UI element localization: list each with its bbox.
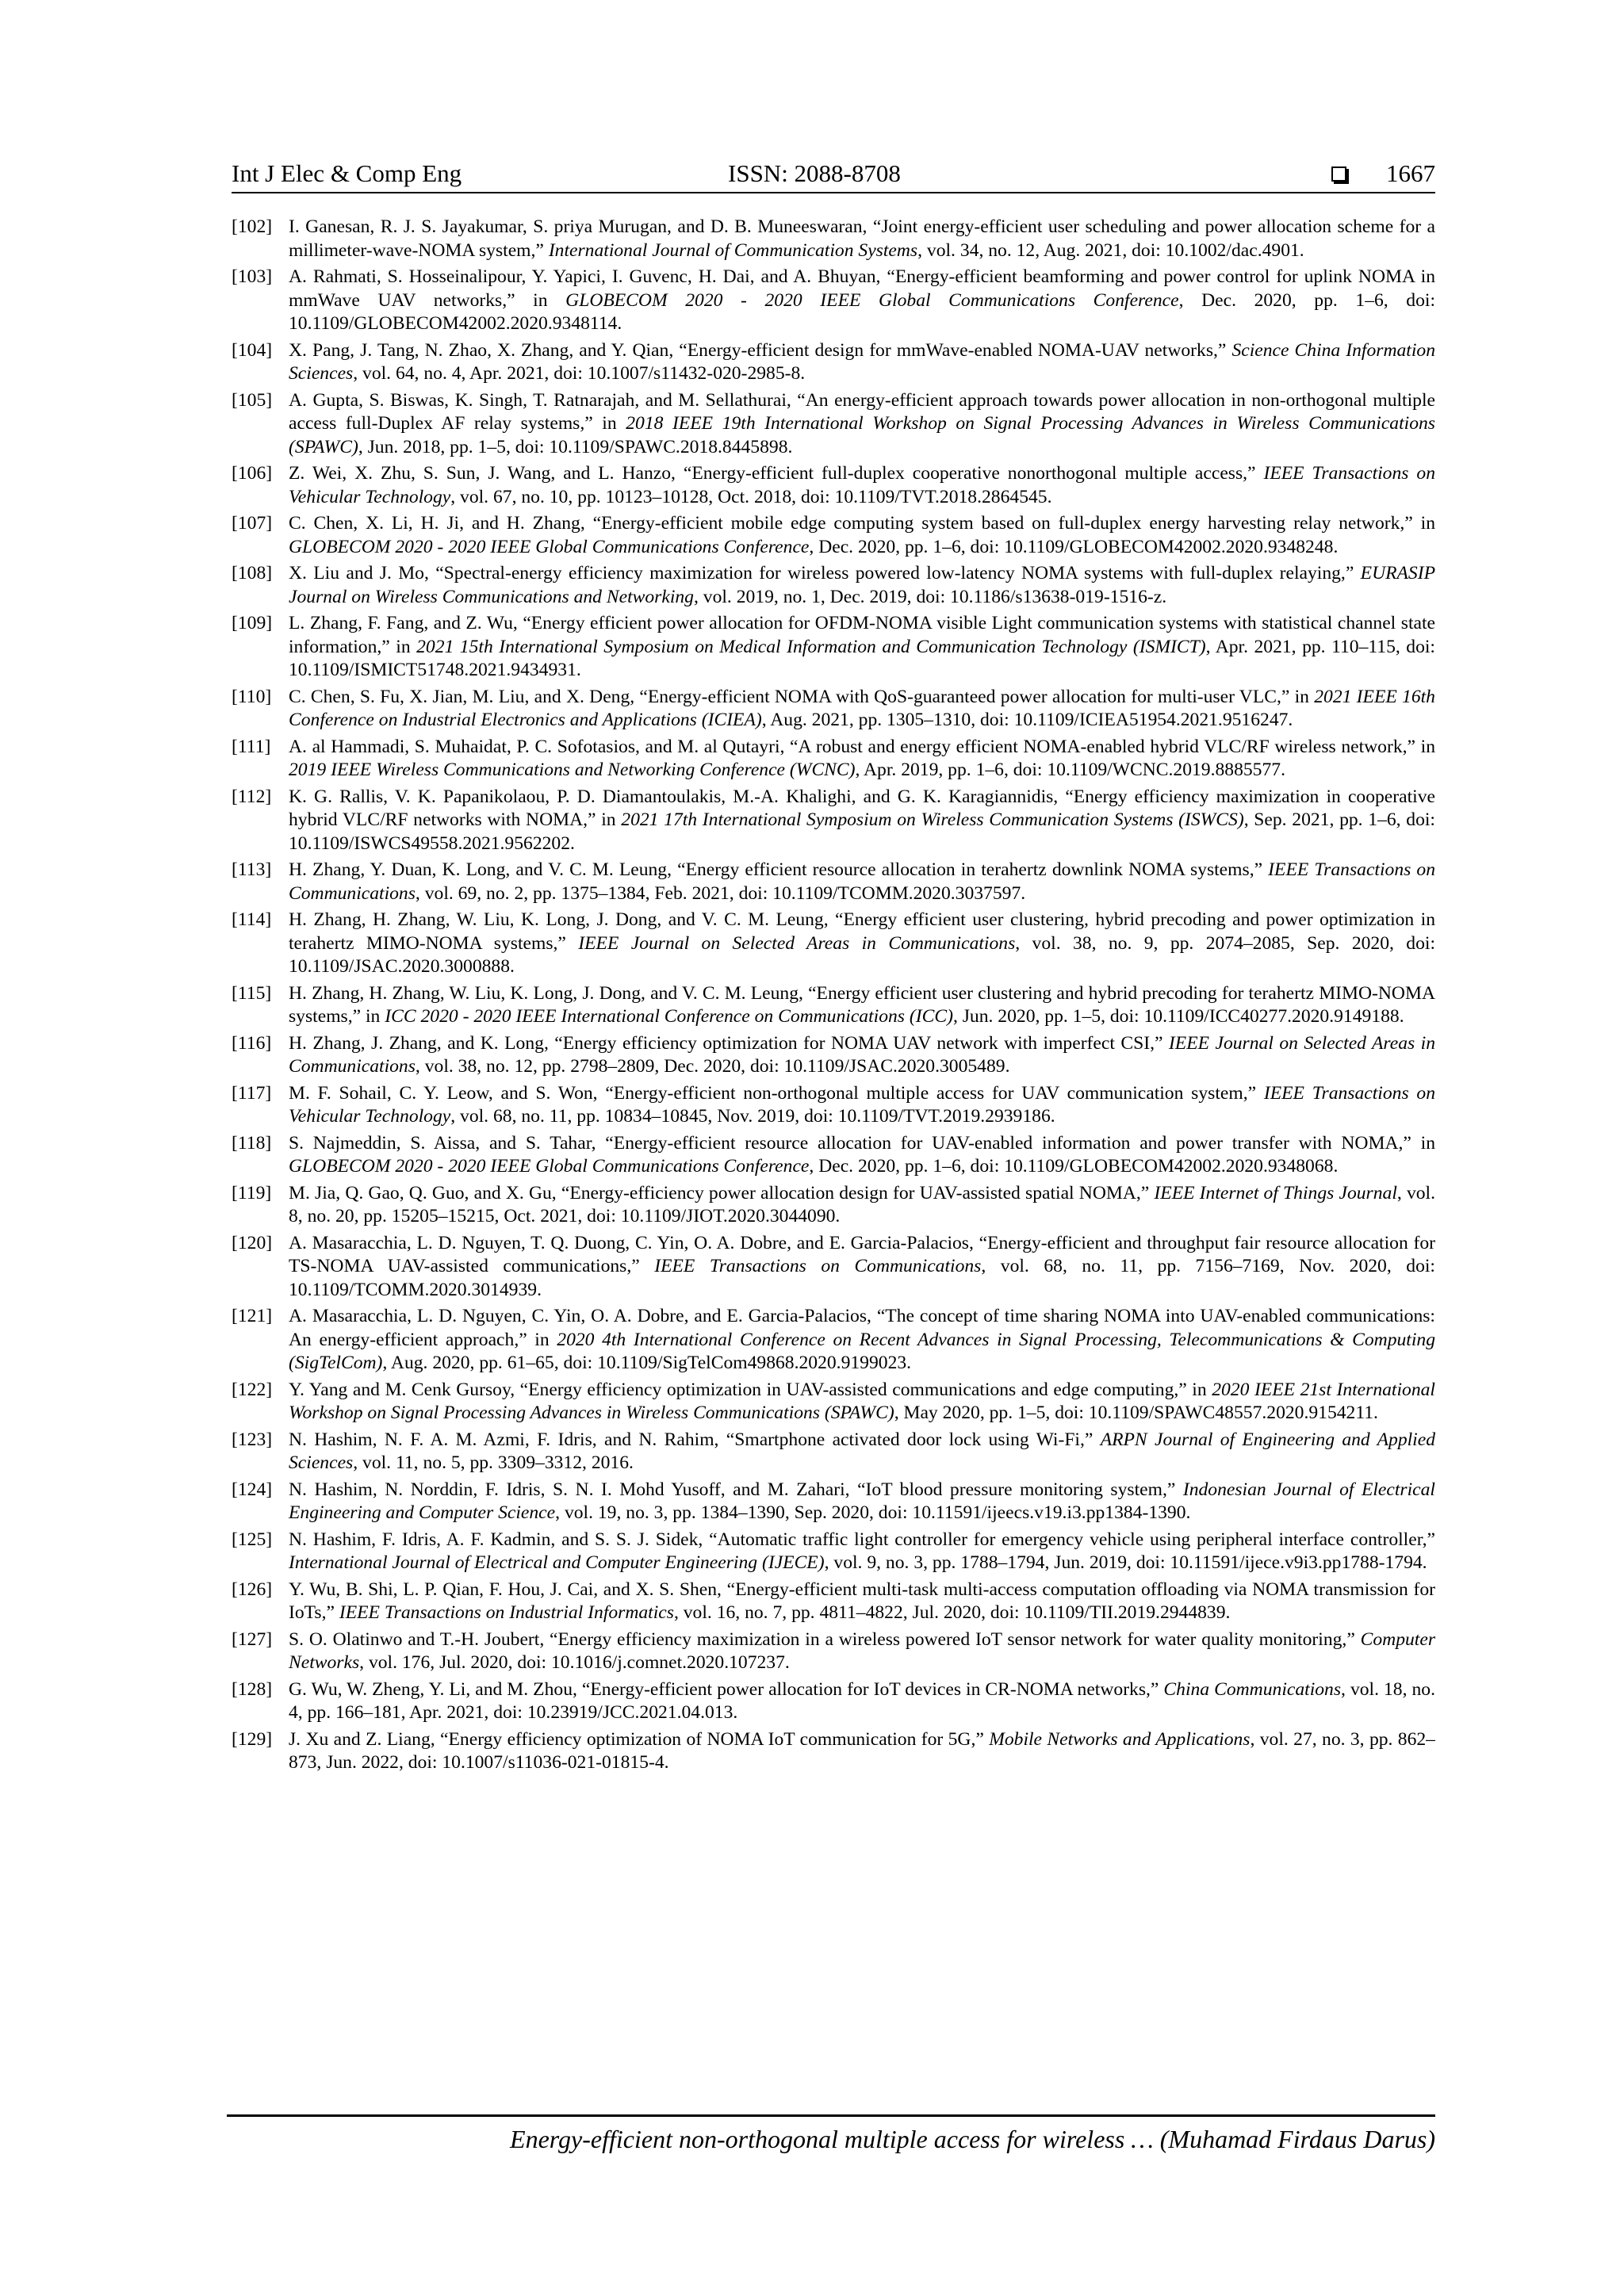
reference-number: [116]: [232, 1032, 272, 1054]
reference-item: [232, 1728, 1435, 1775]
reference-text: X. Liu and J. Mo, “Spectral-energy efficiency maximization for wireless powered low-latency NOMA systems with full-duplex relaying,”: [289, 563, 1361, 584]
reference-venue: International Journal of Communication Systems: [548, 239, 918, 261]
reference-number: [122]: [232, 1379, 273, 1400]
reference-item: [232, 216, 1435, 262]
reference-details: , vol. 38, no. 9, pp. 2074–2085, Sep. 2020, doi: 10.1109/JSAC.2020.3000888.: [289, 932, 1435, 977]
reference-details: , May 2020, pp. 1–5, doi: 10.1109/SPAWC48557.2020.9154211.: [894, 1402, 1378, 1423]
footer-rule: [227, 2114, 1435, 2117]
reference-text: A. al Hammadi, S. Muhaidat, P. C. Sofotasios, and M. al Qutayri, “A robust and energy efficient NOMA-enabled hybrid VLC/RF wireless network,” in: [289, 736, 1435, 757]
reference-venue: IEEE Transactions on Industrial Informatics: [339, 1602, 674, 1623]
reference-number: [115]: [232, 982, 272, 1004]
reference-number: [110]: [232, 686, 272, 707]
reference-item: [232, 512, 1435, 559]
page-number: 1667: [1386, 159, 1435, 187]
reference-details: , vol. 38, no. 12, pp. 2798–2809, Dec. 2020, doi: 10.1109/JSAC.2020.3005489.: [415, 1056, 1010, 1077]
reference-number: [129]: [232, 1728, 273, 1750]
reference-details: , vol. 11, no. 5, pp. 3309–3312, 2016.: [353, 1452, 634, 1473]
reference-text: X. Pang, J. Tang, N. Zhao, X. Zhang, and Y. Qian, “Energy-efficient design for mmWave-enabled NOMA-UAV networks,”: [289, 339, 1232, 361]
reference-text: S. O. Olatinwo and T.-H. Joubert, “Energy efficiency maximization in a wireless powered IoT sensor network for water quality monitoring,”: [289, 1628, 1361, 1650]
reference-text: S. Najmeddin, S. Aissa, and S. Tahar, “Energy-efficient resource allocation for UAV-enabled information and power transfer with NOMA,” in: [289, 1132, 1435, 1154]
reference-item: [232, 389, 1435, 460]
reference-venue: 2021 17th International Symposium on Wireless Communication Systems (ISWCS): [621, 809, 1244, 830]
reference-venue: EURASIP Journal on Wireless Communications and Networking: [289, 563, 1435, 607]
reference-text: C. Chen, S. Fu, X. Jian, M. Liu, and X. Deng, “Energy-efficient NOMA with QoS-guaranteed power allocation for multi-user VLC,” in: [289, 686, 1315, 707]
reference-details: , vol. 34, no. 12, Aug. 2021, doi: 10.1002/dac.4901.: [917, 239, 1304, 261]
reference-venue: International Journal of Electrical and Computer Engineering (IJECE): [289, 1552, 825, 1573]
reference-number: [108]: [232, 563, 273, 584]
reference-item: [232, 1529, 1435, 1575]
reference-text: N. Hashim, N. F. A. M. Azmi, F. Idris, and N. Rahim, “Smartphone activated door lock using Wi-Fi,”: [289, 1429, 1101, 1450]
reference-number: [125]: [232, 1529, 273, 1550]
reference-details: , vol. 19, no. 3, pp. 1384–1390, Sep. 2020, doi: 10.11591/ijeecs.v19.i3.pp1384-1390.: [555, 1502, 1191, 1523]
running-footer: Energy-efficient non-orthogonal multiple access for wireless … (Muhamad Firdaus Darus): [510, 2125, 1435, 2153]
reference-text: K. G. Rallis, V. K. Papanikolaou, P. D. Diamantoulakis, M.-A. Khalighi, and G. K. Karagiannidis, “Energy efficiency maximization in cooperative hybrid VLC/RF networks with NOMA,” in: [289, 786, 1435, 830]
page-number-group: [1331, 155, 1435, 192]
reference-number: [121]: [232, 1306, 273, 1326]
reference-item: [232, 786, 1435, 856]
reference-item: [232, 562, 1435, 609]
running-header: [232, 155, 1435, 193]
reference-number: [111]: [232, 736, 271, 757]
reference-number: [119]: [232, 1182, 272, 1203]
reference-text: G. Wu, W. Zheng, Y. Li, and M. Zhou, “Energy-efficient power allocation for IoT devices in CR-NOMA networks,”: [289, 1678, 1164, 1700]
reference-venue: Computer Networks: [289, 1628, 1435, 1673]
reference-item: [232, 266, 1435, 336]
reference-item: [232, 1232, 1435, 1303]
reference-venue: IEEE Transactions on Vehicular Technology: [289, 463, 1435, 507]
reference-details: , vol. 27, no. 3, pp. 862–873, Jun. 2022, doi: 10.1007/s11036-021-01815-4.: [289, 1728, 1435, 1773]
reference-item: [232, 686, 1435, 733]
reference-text: I. Ganesan, R. J. S. Jayakumar, S. priya Murugan, and D. B. Muneeswaran, “Joint energy-efficient user scheduling and power allocation scheme for a millimeter-wave-NOMA system,”: [289, 216, 1435, 261]
reference-item: [232, 1032, 1435, 1079]
reference-details: , vol. 69, no. 2, pp. 1375–1384, Feb. 2021, doi: 10.1109/TCOMM.2020.3037597.: [415, 882, 1026, 904]
reference-number: [114]: [232, 909, 272, 930]
reference-venue: 2018 IEEE 19th International Workshop on Signal Processing Advances in Wireless Communications (SPAWC): [289, 413, 1435, 457]
square-bullet-icon: [1331, 166, 1346, 182]
reference-text: J. Xu and Z. Liang, “Energy efficiency optimization of NOMA IoT communication for 5G,”: [289, 1728, 990, 1750]
reference-details: , vol. 68, no. 11, pp. 10834–10845, Nov. 2019, doi: 10.1109/TVT.2019.2939186.: [450, 1106, 1055, 1127]
reference-text: Y. Wu, B. Shi, L. P. Qian, F. Hou, J. Cai, and X. S. Shen, “Energy-efficient multi-task multi-access computation offloading via NOMA transmission for IoTs,”: [289, 1578, 1435, 1623]
reference-number: [104]: [232, 339, 273, 361]
reference-venue: GLOBECOM 2020 - 2020 IEEE Global Communications Conference: [565, 289, 1179, 311]
reference-item: [232, 1379, 1435, 1425]
reference-details: , vol. 68, no. 11, pp. 7156–7169, Nov. 2020, doi: 10.1109/TCOMM.2020.3014939.: [289, 1256, 1435, 1300]
reference-text: C. Chen, X. Li, H. Ji, and H. Zhang, “Energy-efficient mobile edge computing system based on full-duplex energy harvesting relay network,” in: [289, 513, 1435, 534]
issn: ISSN: 2088-8708: [728, 159, 901, 187]
reference-venue: 2021 15th International Symposium on Medical Information and Communication Technology (ISMICT): [416, 636, 1206, 657]
reference-number: [124]: [232, 1479, 273, 1500]
reference-item: [232, 339, 1435, 386]
reference-text: H. Zhang, H. Zhang, W. Liu, K. Long, J. Dong, and V. C. M. Leung, “Energy efficient user clustering and hybrid precoding for terahertz MIMO-NOMA systems,” in: [289, 982, 1435, 1027]
reference-item: [232, 736, 1435, 783]
journal-name: Int J Elec & Comp Eng: [232, 159, 462, 187]
reference-text: H. Zhang, J. Zhang, and K. Long, “Energy efficiency optimization for NOMA UAV network with imperfect CSI,”: [289, 1032, 1169, 1054]
reference-number: [126]: [232, 1578, 273, 1600]
reference-item: [232, 1082, 1435, 1129]
reference-venue: IEEE Transactions on Communications: [654, 1256, 982, 1276]
reference-venue: GLOBECOM 2020 - 2020 IEEE Global Communications Conference: [289, 536, 810, 557]
reference-number: [128]: [232, 1678, 273, 1700]
reference-venue: IEEE Journal on Selected Areas in Communications: [578, 932, 1016, 954]
reference-venue: IEEE Journal on Selected Areas in Communications: [289, 1032, 1435, 1077]
reference-number: [113]: [232, 859, 272, 880]
reference-venue: Mobile Networks and Applications: [989, 1728, 1251, 1750]
reference-text: M. Jia, Q. Gao, Q. Guo, and X. Gu, “Energy-efficiency power allocation design for UAV-assisted spatial NOMA,”: [289, 1182, 1155, 1203]
reference-list: [232, 216, 1435, 1778]
reference-text: Y. Yang and M. Cenk Gursoy, “Energy efficiency optimization in UAV-assisted communications and edge computing,” in: [289, 1379, 1212, 1400]
reference-text: H. Zhang, Y. Duan, K. Long, and V. C. M. Leung, “Energy efficient resource allocation in terahertz downlink NOMA systems,”: [289, 859, 1269, 880]
reference-venue: Science China Information Sciences: [289, 339, 1435, 384]
reference-venue: 2020 4th International Conference on Recent Advances in Signal Processing, Telecommunications & Computing (SigTelCom): [289, 1329, 1435, 1373]
reference-details: , vol. 176, Jul. 2020, doi: 10.1016/j.comnet.2020.107237.: [359, 1652, 790, 1673]
reference-item: [232, 462, 1435, 509]
reference-details: , vol. 64, no. 4, Apr. 2021, doi: 10.1007/s11432-020-2985-8.: [353, 363, 806, 384]
reference-item: [232, 909, 1435, 979]
reference-item: [232, 1628, 1435, 1675]
reference-number: [112]: [232, 786, 272, 807]
reference-number: [109]: [232, 613, 273, 633]
reference-text: Z. Wei, X. Zhu, S. Sun, J. Wang, and L. Hanzo, “Energy-efficient full-duplex cooperative nonorthogonal multiple access,”: [289, 463, 1264, 484]
reference-details: , vol. 67, no. 10, pp. 10123–10128, Oct. 2018, doi: 10.1109/TVT.2018.2864545.: [450, 486, 1052, 507]
reference-text: H. Zhang, H. Zhang, W. Liu, K. Long, J. Dong, and V. C. M. Leung, “Energy efficient user clustering, hybrid precoding and power optimization in terahertz MIMO-NOMA systems,”: [289, 909, 1435, 954]
reference-number: [105]: [232, 389, 273, 411]
reference-venue: IEEE Internet of Things Journal: [1154, 1182, 1397, 1203]
reference-venue: GLOBECOM 2020 - 2020 IEEE Global Communications Conference: [289, 1156, 810, 1177]
reference-number: [107]: [232, 513, 273, 534]
reference-venue: IEEE Transactions on Communications: [289, 859, 1435, 904]
reference-venue: 2020 IEEE 21st International Workshop on Signal Processing Advances in Wireless Communications (SPAWC): [289, 1379, 1435, 1423]
reference-item: [232, 859, 1435, 905]
reference-item: [232, 1429, 1435, 1475]
reference-text: N. Hashim, N. Norddin, F. Idris, S. N. I. Mohd Yusoff, and M. Zahari, “IoT blood pressure monitoring system,”: [289, 1479, 1183, 1500]
reference-number: [123]: [232, 1429, 273, 1450]
reference-details: , Dec. 2020, pp. 1–6, doi: 10.1109/GLOBECOM42002.2020.9348068.: [809, 1156, 1339, 1177]
reference-text: A. Rahmati, S. Hosseinalipour, Y. Yapici, I. Guvenc, H. Dai, and A. Bhuyan, “Energy-efficient beamforming and power control for uplink NOMA in mmWave UAV networks,” in: [289, 266, 1435, 311]
reference-details: , vol. 8, no. 20, pp. 15205–15215, Oct. 2021, doi: 10.1109/JIOT.2020.3044090.: [289, 1182, 1435, 1226]
reference-details: , vol. 2019, no. 1, Dec. 2019, doi: 10.1186/s13638-019-1516-z.: [693, 586, 1167, 607]
reference-venue: ARPN Journal of Engineering and Applied Sciences: [289, 1429, 1435, 1473]
reference-details: , Jun. 2020, pp. 1–5, doi: 10.1109/ICC40277.2020.9149188.: [952, 1006, 1404, 1027]
reference-venue: IEEE Transactions on Vehicular Technology: [289, 1082, 1435, 1127]
reference-details: , Sep. 2021, pp. 1–6, doi: 10.1109/ISWCS49558.2021.9562202.: [289, 809, 1435, 854]
reference-venue: 2021 IEEE 16th Conference on Industrial Electronics and Applications (ICIEA): [289, 686, 1435, 730]
reference-text: M. F. Sohail, C. Y. Leow, and S. Won, “Energy-efficient non-orthogonal multiple access for UAV communication system,”: [289, 1082, 1264, 1104]
reference-venue: ICC 2020 - 2020 IEEE International Conference on Communications (ICC): [385, 1006, 953, 1027]
reference-text: N. Hashim, F. Idris, A. F. Kadmin, and S. S. J. Sidek, “Automatic traffic light controller for emergency vehicle using peripheral interface controller,”: [289, 1529, 1435, 1550]
reference-details: , Dec. 2020, pp. 1–6, doi: 10.1109/GLOBECOM42002.2020.9348114.: [289, 289, 1436, 334]
reference-item: [232, 982, 1435, 1029]
reference-text: A. Gupta, S. Biswas, K. Singh, T. Ratnarajah, and M. Sellathurai, “An energy-efficient approach towards power allocation in non-orthogonal multiple access full-Duplex AF relay systems,” in: [289, 389, 1435, 434]
reference-number: [117]: [232, 1082, 272, 1104]
reference-item: [232, 1305, 1435, 1376]
reference-item: [232, 1678, 1435, 1725]
reference-details: , Aug. 2020, pp. 61–65, doi: 10.1109/SigTelCom49868.2020.9199023.: [382, 1353, 912, 1373]
reference-details: , vol. 16, no. 7, pp. 4811–4822, Jul. 2020, doi: 10.1109/TII.2019.2944839.: [673, 1602, 1231, 1623]
reference-venue: 2019 IEEE Wireless Communications and Networking Conference (WCNC): [289, 760, 856, 780]
reference-number: [106]: [232, 463, 273, 484]
reference-number: [127]: [232, 1628, 273, 1650]
reference-number: [102]: [232, 216, 273, 237]
reference-details: , Apr. 2019, pp. 1–6, doi: 10.1109/WCNC.2019.8885577.: [855, 760, 1285, 780]
reference-number: [118]: [232, 1132, 272, 1154]
reference-item: [232, 1182, 1435, 1229]
reference-item: [232, 1132, 1435, 1179]
reference-item: [232, 612, 1435, 683]
reference-item: [232, 1479, 1435, 1525]
reference-number: [103]: [232, 266, 273, 287]
reference-number: [120]: [232, 1232, 273, 1253]
reference-text: A. Masaracchia, L. D. Nguyen, C. Yin, O. A. Dobre, and E. Garcia-Palacios, “The concept of time sharing NOMA into UAV-enabled communications: An energy-efficient approach,” in: [289, 1306, 1435, 1350]
reference-venue: China Communications: [1163, 1678, 1342, 1700]
reference-details: , vol. 9, no. 3, pp. 1788–1794, Jun. 2019, doi: 10.11591/ijece.v9i3.pp1788-1794.: [824, 1552, 1427, 1573]
reference-details: , Jun. 2018, pp. 1–5, doi: 10.1109/SPAWC.2018.8445898.: [358, 436, 793, 457]
reference-details: , Apr. 2021, pp. 110–115, doi: 10.1109/ISMICT51748.2021.9434931.: [289, 636, 1435, 680]
reference-details: , Dec. 2020, pp. 1–6, doi: 10.1109/GLOBECOM42002.2020.9348248.: [809, 536, 1339, 557]
reference-details: , vol. 18, no. 4, pp. 166–181, Apr. 2021, doi: 10.23919/JCC.2021.04.013.: [289, 1678, 1435, 1723]
reference-item: [232, 1578, 1435, 1625]
reference-venue: Indonesian Journal of Electrical Engineering and Computer Science: [289, 1479, 1435, 1523]
reference-text: L. Zhang, F. Fang, and Z. Wu, “Energy efficient power allocation for OFDM-NOMA visible Light communication systems with statistical channel state information,” in: [289, 613, 1435, 657]
reference-text: A. Masaracchia, L. D. Nguyen, T. Q. Duong, C. Yin, O. A. Dobre, and E. Garcia-Palacios, “Energy-efficient and throughput fair resource allocation for TS-NOMA UAV-assisted communications,”: [289, 1232, 1435, 1276]
reference-details: , Aug. 2021, pp. 1305–1310, doi: 10.1109/ICIEA51954.2021.9516247.: [761, 710, 1293, 730]
